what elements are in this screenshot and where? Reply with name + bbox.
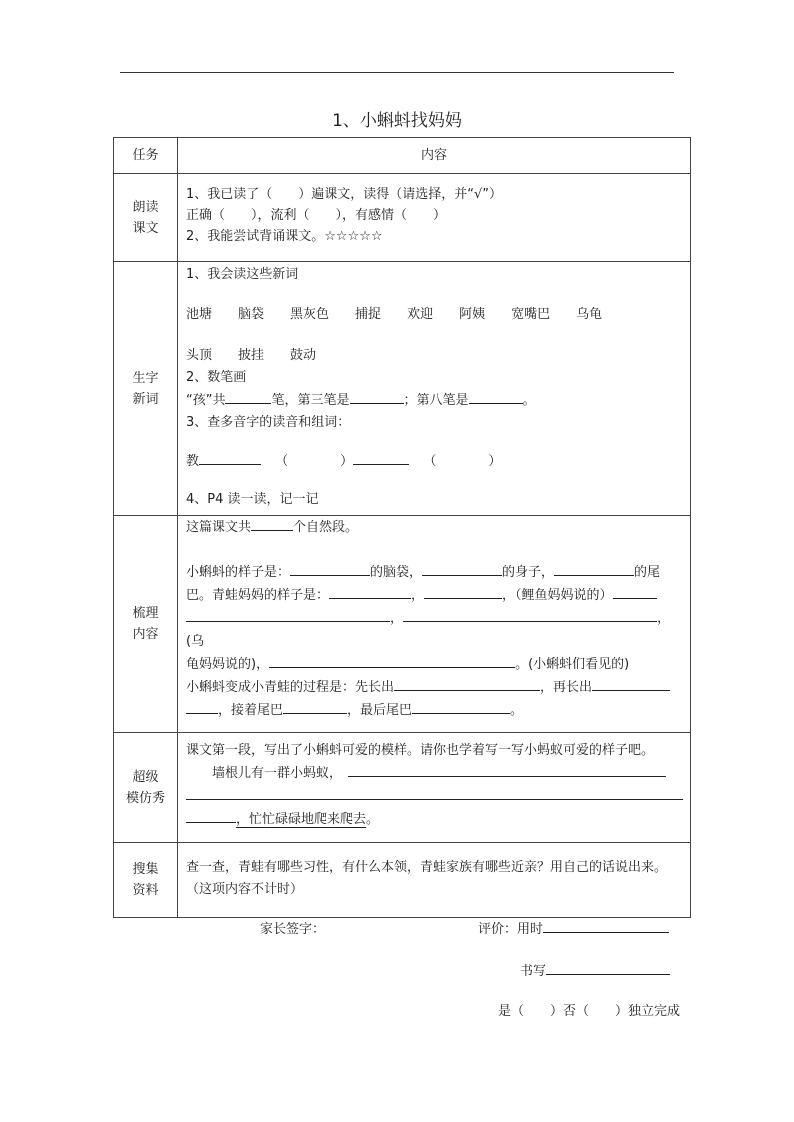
blank[interactable] [186, 607, 390, 622]
worksheet-table [113, 137, 691, 918]
word: 头顶 [186, 348, 213, 363]
word: 鼓动 [290, 348, 317, 363]
vocab-row [114, 262, 691, 516]
vocab-q2: 2、数笔画 [186, 370, 247, 385]
blank-imitate-3[interactable] [186, 808, 236, 823]
blank[interactable] [290, 561, 370, 576]
imitate-row [114, 733, 691, 843]
vocab-task: 生字 新词 [114, 262, 178, 516]
sort-row [114, 516, 691, 733]
blank[interactable] [592, 676, 670, 691]
sort-line-4: ， ，(乌 [186, 607, 682, 653]
imitate-task: 超级 模仿秀 [114, 733, 178, 843]
blank[interactable] [269, 653, 515, 668]
reading-row [114, 174, 691, 262]
imitate-line-1: 课文第一段，写出了小蝌蚪可爱的模样。请你也学着写一写小蚂蚁可爱的样子吧。 [186, 743, 655, 758]
blank[interactable] [554, 561, 634, 576]
sort-task: 梳理 内容 [114, 516, 178, 733]
blank[interactable] [186, 699, 218, 714]
word: 脑袋 [238, 307, 265, 322]
sort-line-7: ，接着尾巴 ，最后尾巴 。 [186, 699, 682, 722]
imitate-content [178, 733, 691, 843]
blank[interactable] [403, 607, 657, 622]
blank[interactable] [283, 699, 347, 714]
words-row-1 [186, 304, 682, 326]
header-row [114, 138, 691, 174]
words-row-2 [186, 345, 682, 367]
blank-imitate-2[interactable] [186, 785, 683, 800]
sort-line-3: 巴。青蛙妈妈的样子是： ， ，（鲤鱼妈妈说的） [186, 584, 682, 607]
blank[interactable] [329, 584, 411, 599]
blank-pinyin-1[interactable] [199, 450, 261, 465]
blank-eighth-stroke[interactable] [469, 389, 523, 404]
evaluation-writing: 书写 [520, 960, 670, 979]
blank-paragraph-count[interactable] [251, 516, 293, 531]
word: 池塘 [186, 307, 213, 322]
collect-line-2: （这项内容不计时） [186, 882, 304, 897]
imitate-line-4: ，忙忙碌碌地爬来爬去。 [186, 808, 682, 831]
blank[interactable] [412, 699, 510, 714]
reading-line-2: 正确（ ），流利（ ），有感情（ ） [186, 208, 447, 223]
reading-line-1: 1、我已读了（ ）遍课文，读得（请选择，并“√”） [186, 187, 503, 202]
blank-third-stroke[interactable] [350, 389, 404, 404]
blank[interactable] [394, 676, 540, 691]
blank-imitate-1[interactable] [348, 762, 666, 777]
sort-line-6: 小蝌蚪变成小青蛙的过程是：先长出 ，再长出 [186, 676, 682, 699]
top-rule [120, 72, 674, 73]
page-title: 1、小蝌蚪找妈妈 [332, 111, 462, 131]
word: 阿姨 [459, 307, 486, 322]
sort-line-2: 小蝌蚪的样子是： 的脑袋， 的身子， 的尾 [186, 561, 682, 584]
vocab-q4: 4、P4 读一读，记一记 [186, 492, 319, 507]
word: 披挂 [238, 348, 265, 363]
word: 捕捉 [355, 307, 382, 322]
reading-line-3: 2、我能尝试背诵课文。☆☆☆☆☆ [186, 229, 383, 244]
blank-pinyin-2[interactable] [353, 450, 409, 465]
collect-task: 搜集 资料 [114, 843, 178, 918]
word: 黑灰色 [290, 307, 330, 322]
collect-line-1: 查一查，青蛙有哪些习性，有什么本领，青蛙家族有哪些近亲？用自己的话说出来。 [186, 860, 668, 875]
parent-signature-label: 家长签字： [260, 922, 326, 937]
header-task: 任务 [114, 138, 178, 174]
independent-completion: 是（ ）否（ ）独立完成 [498, 1004, 681, 1019]
collect-row [114, 843, 691, 918]
blank[interactable] [422, 561, 502, 576]
sort-line-5: 龟妈妈说的)， 。(小蝌蚪们看见的) [186, 653, 682, 676]
word: 宽嘴巴 [511, 307, 551, 322]
blank-writing[interactable] [546, 960, 670, 975]
blank-stroke-count[interactable] [225, 389, 271, 404]
imitate-line-3 [186, 785, 682, 808]
vocab-q1: 1、我会读这些新词 [186, 267, 299, 282]
reading-content [178, 174, 691, 262]
blank-time[interactable] [543, 918, 669, 933]
vocab-content [178, 262, 691, 516]
polyphone-line: 教 （ ） （ ） [186, 450, 682, 473]
blank[interactable] [613, 584, 657, 599]
collect-content [178, 843, 691, 918]
imitate-line-2: 墙根儿有一群小蚂蚁， [186, 762, 682, 785]
header-content: 内容 [178, 138, 691, 174]
evaluation-time: 评价：用时 [478, 918, 669, 937]
word: 欢迎 [407, 307, 434, 322]
sort-line-1: 这篇课文共 个自然段。 [186, 516, 682, 539]
blank[interactable] [424, 584, 502, 599]
vocab-q3: 3、查多音字的读音和组词： [186, 415, 351, 430]
word: 乌龟 [576, 307, 603, 322]
sort-content [178, 516, 691, 733]
stroke-line: “孩”共 笔，第三笔是 ；第八笔是 。 [186, 389, 682, 412]
reading-task: 朗读 课文 [114, 174, 178, 262]
